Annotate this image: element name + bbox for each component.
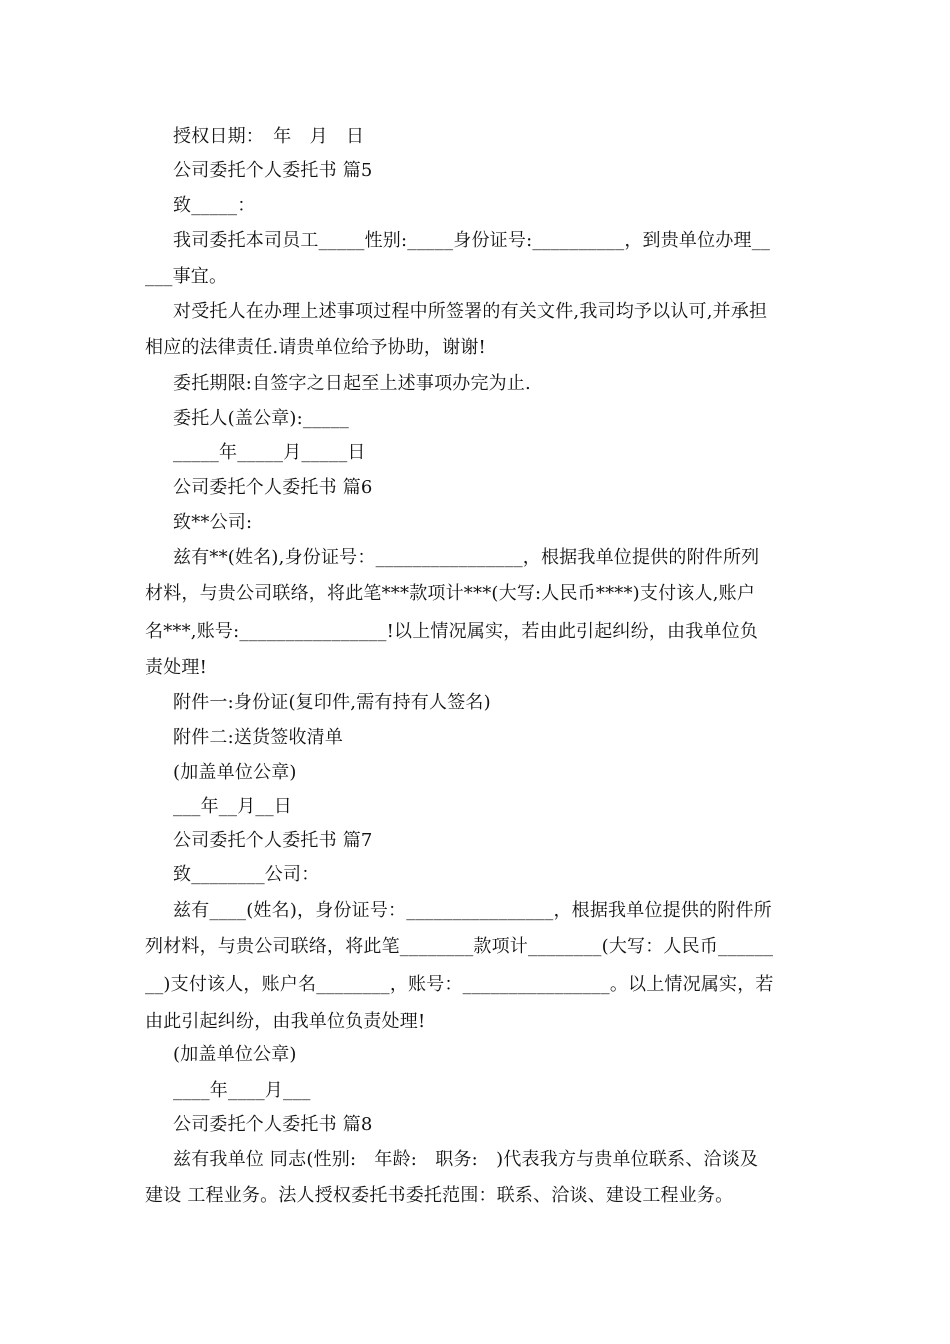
body-paragraph: 责处理! [145,657,208,678]
body-paragraph: 名***,账号:________________!以上情况属实，若由此引起纠纷，由我单位负 [145,621,759,642]
entrust-period: 委托期限:自签字之日起至上述事项办完为止. [173,373,531,394]
body-paragraph: 兹有**(姓名),身份证号：________________，根据我单位提供的附件所列 [173,547,760,568]
section-heading-7: 公司委托个人委托书 篇7 [173,830,373,851]
section-heading-8: 公司委托个人委托书 篇8 [173,1114,373,1135]
body-paragraph: 兹有____(姓名)，身份证号：________________，根据我单位提供的附件所 [173,900,772,921]
body-paragraph: 兹有我单位 同志(性别: 年龄: 职务: )代表我方与贵单位联系、洽谈及 [173,1149,759,1170]
body-paragraph: 建设 工程业务。法人授权委托书委托范围：联系、洽谈、建设工程业务。 [145,1185,734,1206]
addressee-line: 致**公司: [173,512,253,533]
section-heading-5: 公司委托个人委托书 篇5 [173,160,373,181]
body-paragraph: ___事宜。 [145,266,228,287]
seal-note: (加盖单位公章) [173,1044,297,1065]
addressee-line: 致________公司： [173,864,320,885]
principal-seal: 委托人(盖公章):_____ [173,408,349,429]
body-paragraph: __)支付该人，账户名________，账号：________________。以上情况属实，若 [145,974,774,995]
seal-note: (加盖单位公章) [173,762,297,783]
date-line: ____年____月___ [173,1080,311,1101]
addressee-line: 致_____： [173,195,256,216]
section-heading-6: 公司委托个人委托书 篇6 [173,477,373,498]
attachment-2: 附件二:送货签收清单 [173,727,344,748]
body-paragraph: 由此引起纠纷，由我单位负责处理! [145,1011,426,1032]
body-paragraph: 相应的法律责任.请贵单位给予协助，谢谢! [145,337,486,358]
date-line: _____年_____月_____日 [173,442,366,463]
body-paragraph: 材料，与贵公司联络，将此笔***款项计***(大写:人民币****)支付该人,账户 [145,583,756,604]
body-paragraph: 对受托人在办理上述事项过程中所签署的有关文件,我司均予以认可,并承担 [173,301,768,322]
date-line: ___年__月__日 [173,796,292,817]
attachment-1: 附件一:身份证(复印件,需有持有人签名) [173,692,491,713]
body-paragraph: 列材料，与贵公司联络，将此笔________款项计________(大写：人民币______ [145,936,774,957]
authorization-date: 授权日期： 年 月 日 [173,126,365,147]
body-paragraph: 我司委托本司员工_____性别:_____身份证号:__________，到贵单位办理__ [173,230,771,251]
